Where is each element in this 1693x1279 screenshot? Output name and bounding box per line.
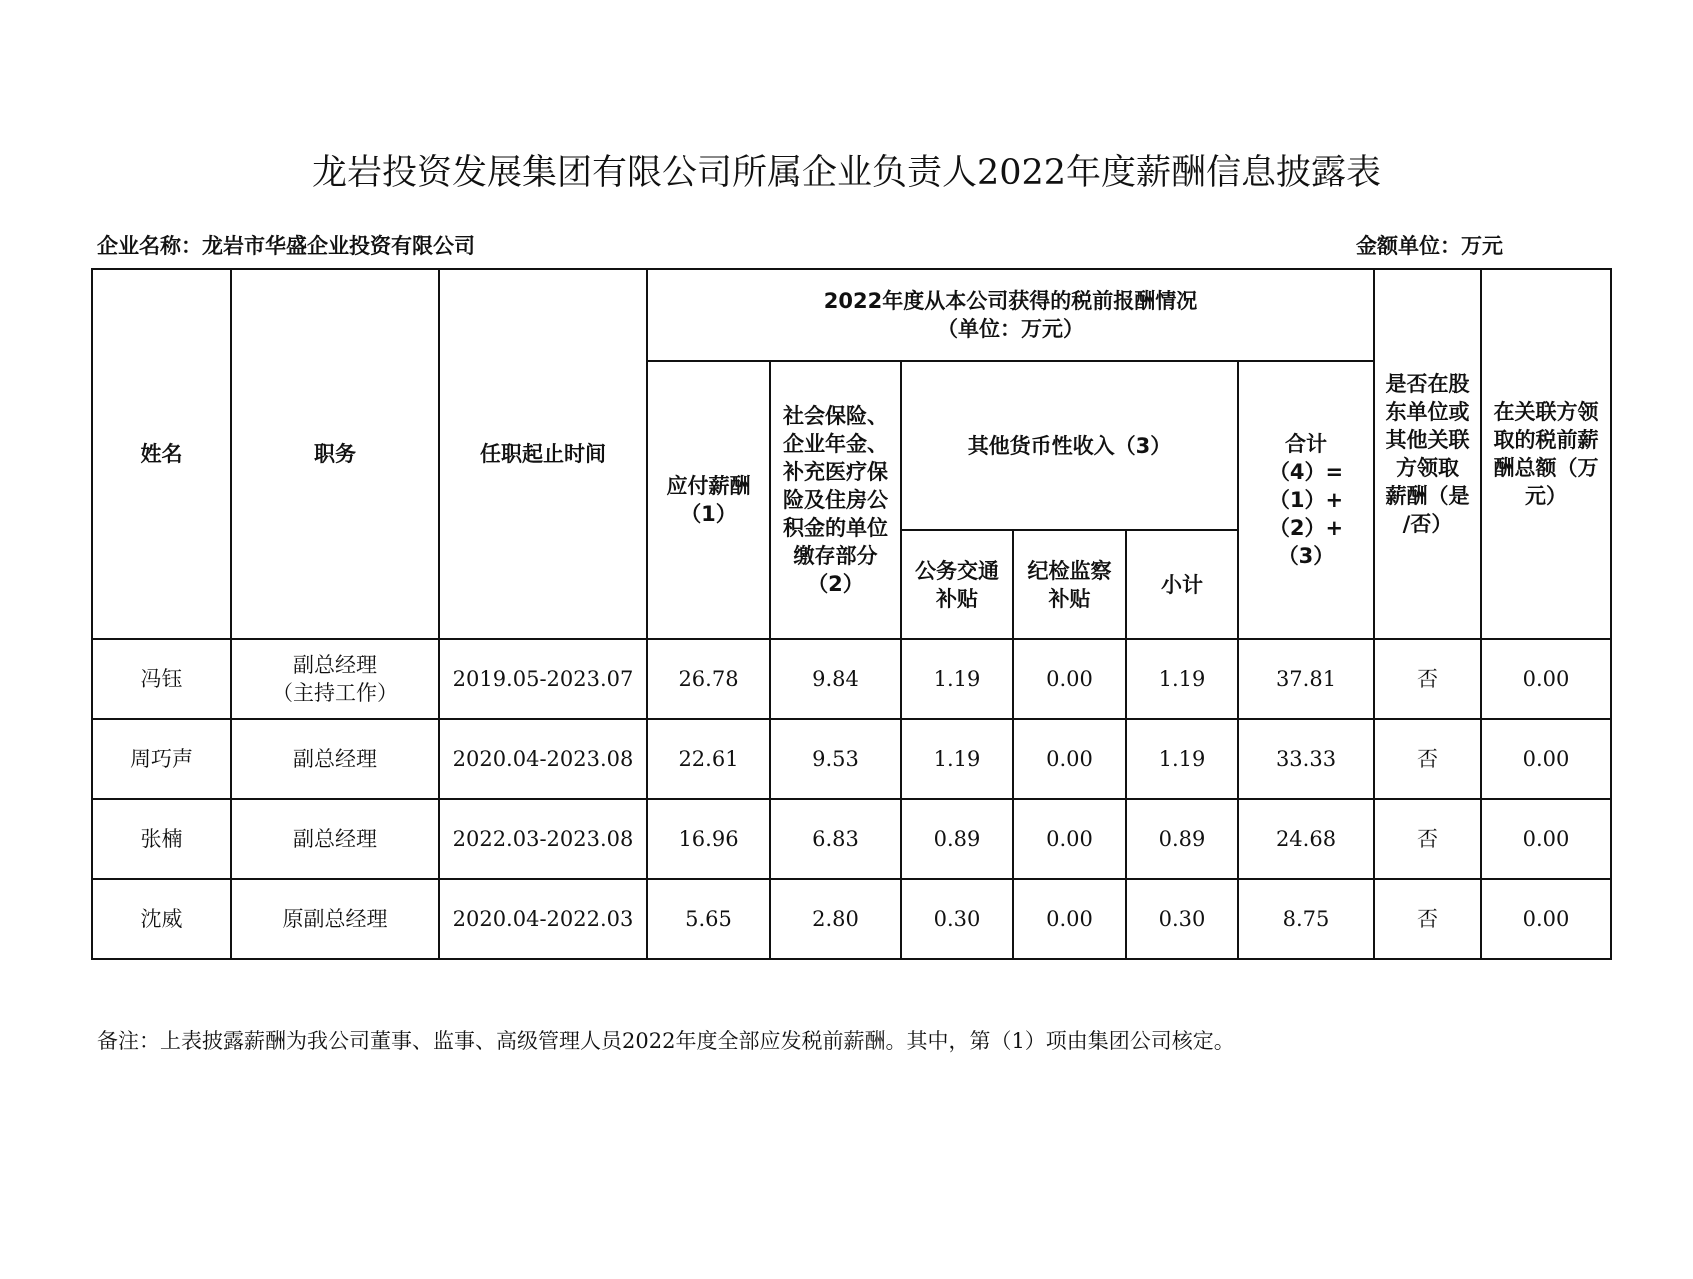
table-row: [92, 879, 1611, 959]
cell-discipline: 0.00: [1013, 799, 1126, 879]
cell-insurance: 9.84: [770, 639, 901, 719]
cell-discipline: 0.00: [1013, 719, 1126, 799]
table-row: [92, 719, 1611, 799]
table-row: [92, 799, 1611, 879]
header-subtotal: 小计: [1126, 530, 1238, 639]
header-related-party-pay: 在关联方领 取的税前薪 酬总额（万 元）: [1481, 269, 1611, 639]
cell-name: 张楠: [92, 799, 231, 879]
cell-discipline: 0.00: [1013, 639, 1126, 719]
cell-name: 周巧声: [92, 719, 231, 799]
cell-subtotal: 0.30: [1126, 879, 1238, 959]
cell-shareholder: 否: [1374, 719, 1481, 799]
cell-total: 24.68: [1238, 799, 1374, 879]
cell-salary: 16.96: [647, 799, 770, 879]
header-discipline: 纪检监察 补贴: [1013, 530, 1126, 639]
header-pretax-group: 2022年度从本公司获得的税前报酬情况 （单位：万元）: [647, 269, 1374, 361]
cell-subtotal: 0.89: [1126, 799, 1238, 879]
header-other-income: 其他货币性收入（3）: [901, 361, 1238, 530]
cell-salary: 26.78: [647, 639, 770, 719]
cell-shareholder: 否: [1374, 799, 1481, 879]
compensation-table: [91, 268, 1612, 960]
header-shareholder-pay: 是否在股 东单位或 其他关联 方领取 薪酬（是 /否）: [1374, 269, 1481, 639]
table-row: [92, 639, 1611, 719]
cell-transport: 0.89: [901, 799, 1013, 879]
cell-salary: 22.61: [647, 719, 770, 799]
header-salary: 应付薪酬 （1）: [647, 361, 770, 639]
cell-salary: 5.65: [647, 879, 770, 959]
header-transport: 公务交通 补贴: [901, 530, 1013, 639]
cell-insurance: 6.83: [770, 799, 901, 879]
cell-position: 副总经理: [231, 719, 439, 799]
cell-insurance: 2.80: [770, 879, 901, 959]
cell-related: 0.00: [1481, 719, 1611, 799]
cell-shareholder: 否: [1374, 639, 1481, 719]
cell-position: 原副总经理: [231, 879, 439, 959]
cell-term: 2020.04-2023.08: [439, 719, 647, 799]
cell-position: 副总经理: [231, 799, 439, 879]
cell-transport: 1.19: [901, 719, 1013, 799]
cell-term: 2022.03-2023.08: [439, 799, 647, 879]
footnote: 备注：上表披露薪酬为我公司董事、监事、高级管理人员2022年度全部应发税前薪酬。其中，第（1）项由集团公司核定。: [97, 1029, 1235, 1053]
cell-total: 8.75: [1238, 879, 1374, 959]
cell-total: 33.33: [1238, 719, 1374, 799]
cell-related: 0.00: [1481, 879, 1611, 959]
cell-shareholder: 否: [1374, 879, 1481, 959]
cell-term: 2020.04-2022.03: [439, 879, 647, 959]
cell-discipline: 0.00: [1013, 879, 1126, 959]
cell-transport: 1.19: [901, 639, 1013, 719]
header-term: 任职起止时间: [439, 269, 647, 639]
header-total: 合计 （4）= （1）+ （2）+ （3）: [1238, 361, 1374, 639]
cell-name: 冯钰: [92, 639, 231, 719]
amount-unit: 金额单位：万元: [1356, 234, 1503, 258]
cell-subtotal: 1.19: [1126, 639, 1238, 719]
cell-subtotal: 1.19: [1126, 719, 1238, 799]
header-name: 姓名: [92, 269, 231, 639]
cell-related: 0.00: [1481, 639, 1611, 719]
cell-insurance: 9.53: [770, 719, 901, 799]
cell-position: 副总经理 （主持工作）: [231, 639, 439, 719]
cell-transport: 0.30: [901, 879, 1013, 959]
cell-related: 0.00: [1481, 799, 1611, 879]
header-insurance: 社会保险、 企业年金、 补充医疗保 险及住房公 积金的单位 缴存部分 （2）: [770, 361, 901, 639]
page-title: 龙岩投资发展集团有限公司所属企业负责人2022年度薪酬信息披露表: [311, 153, 1382, 193]
company-name: 企业名称：龙岩市华盛企业投资有限公司: [97, 234, 475, 258]
header-position: 职务: [231, 269, 439, 639]
cell-term: 2019.05-2023.07: [439, 639, 647, 719]
cell-total: 37.81: [1238, 639, 1374, 719]
cell-name: 沈威: [92, 879, 231, 959]
